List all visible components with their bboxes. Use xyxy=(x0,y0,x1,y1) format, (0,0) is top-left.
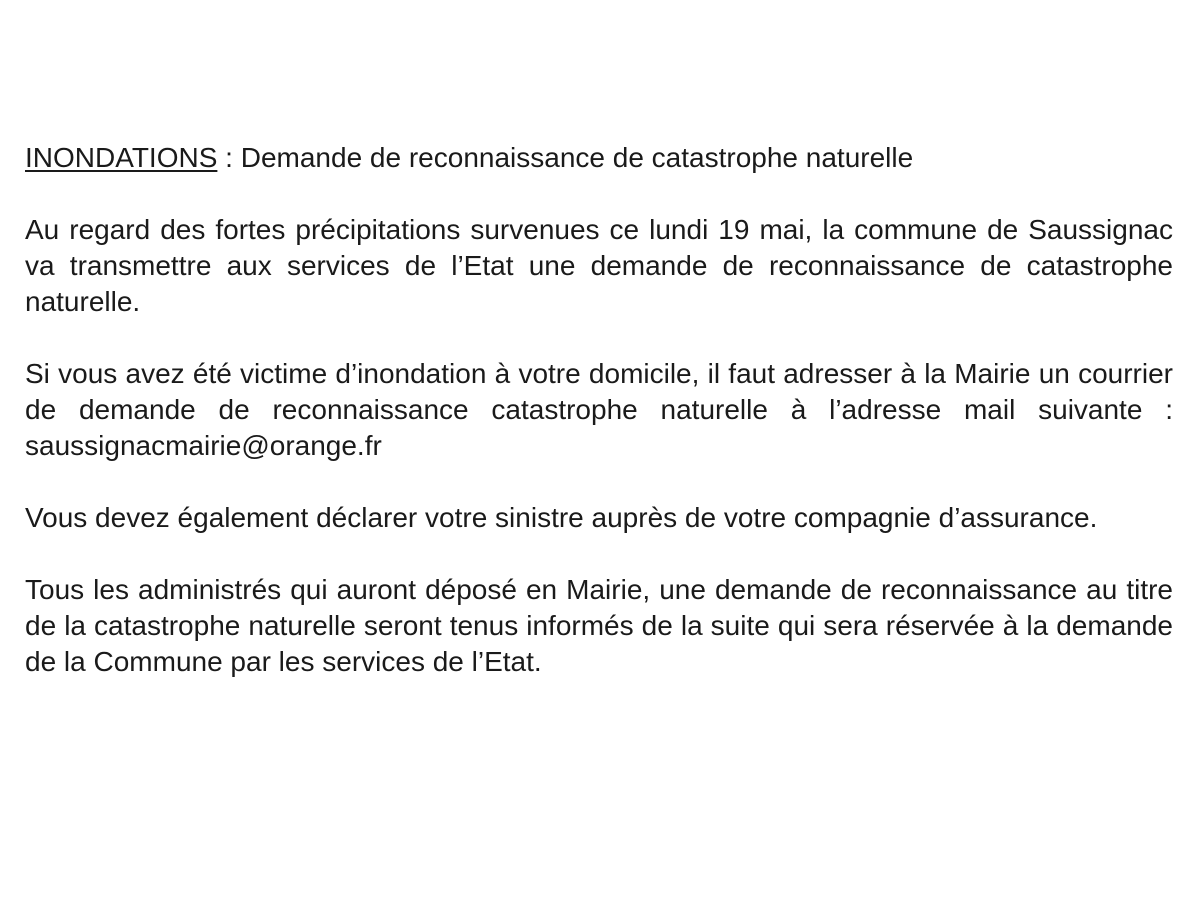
title-separator: : xyxy=(217,142,241,173)
paragraph-mail-request: Si vous avez été victime d’inondation à votre domicile, il faut adresser à la Mairie un courrier de demande de reconnaissance catastrophe naturelle à l’adresse mail suivante : saussignacmairie@orange.fr xyxy=(25,358,1173,461)
paragraph-follow-up: Tous les administrés qui auront déposé en Mairie, une demande de reconnaissance au titre de la catastrophe naturelle seront tenus informés de la suite qui sera réservée à la demande de la Commune par les services de l’Etat. xyxy=(25,574,1173,677)
document-page xyxy=(25,140,1173,680)
paragraph-precipitations: Au regard des fortes précipitations survenues ce lundi 19 mai, la commune de Saussignac va transmettre aux services de l’Etat une demande de reconnaissance de catastrophe naturelle. xyxy=(25,214,1173,317)
title-text: Demande de reconnaissance de catastrophe naturelle xyxy=(240,142,914,173)
document-title xyxy=(25,140,1173,176)
paragraph-insurance: Vous devez également déclarer votre sinistre auprès de votre compagnie d’assurance. xyxy=(25,502,1098,533)
title-keyword: INONDATIONS xyxy=(25,142,218,173)
